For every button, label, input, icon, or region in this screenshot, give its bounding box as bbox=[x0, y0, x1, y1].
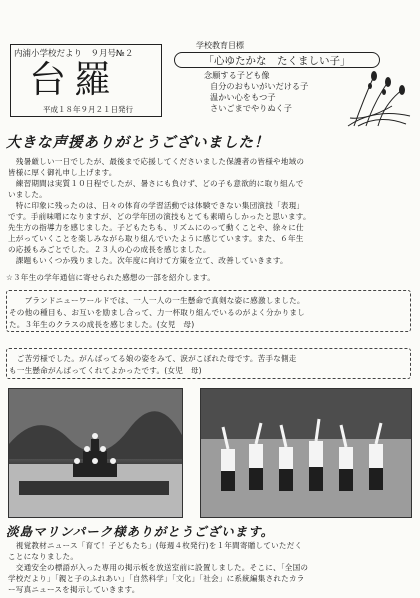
quote-line: た。３年生のクラスの成長を感じました。(女児 母) bbox=[9, 320, 195, 329]
body-line: 課題もいくつか残りました。次年度に向けて方策を立て、改善していきます。 bbox=[8, 256, 288, 265]
body-line: です。手前味噌になりますが、どの学年団の演技もとても素晴らしかったと思います。 bbox=[8, 212, 311, 221]
quote-line: ご苦労様でした。がんばってる娘の姿をみて、涙がこぼれた母です。苦手な側走 bbox=[9, 354, 297, 363]
photo-content bbox=[201, 389, 412, 518]
body-line: いました。 bbox=[8, 190, 47, 199]
quote-line: ブランドニューワールドでは、一人一人の一生懸命で真剣な姿に感激しました。 bbox=[9, 296, 305, 305]
body-line: 特に印象に残ったのは、日々の体育の学習活動では体験できない集団演技「表現」 bbox=[8, 201, 305, 210]
photo-dance-performance bbox=[200, 388, 412, 518]
motto-line: 自分のおもいがいだける子 bbox=[210, 81, 309, 91]
quote-line: も一生懸命がんばってくれてよかったです。(女児 母) bbox=[9, 366, 202, 375]
motto-main: 「心ゆたかな たくましい子」 bbox=[174, 52, 380, 68]
section-heading: 大きな声援ありがとうございました！ bbox=[6, 134, 270, 151]
section-heading: 淡島マリンパーク様ありがとうございます。 bbox=[6, 524, 275, 539]
motto-line: 温かい心をもつ子 bbox=[210, 92, 276, 102]
body-line: の応援もみごとでした。２３人の心の成長を感じました。 bbox=[8, 245, 211, 254]
parent-quote-box bbox=[6, 348, 411, 379]
photo-human-pyramid bbox=[8, 388, 183, 518]
body-line: 先生方の指導力を感じました。子どもたちも、リズムにのって動くことや、徐々に仕 bbox=[8, 223, 304, 232]
motto-line: 念願する子ども像 bbox=[204, 70, 270, 80]
parent-quote-box bbox=[6, 290, 411, 332]
issue-date: 平成１８年９月２１日発行 bbox=[43, 105, 133, 114]
subheading: ☆３年生の学年通信に寄せられた感想の一部を紹介します。 bbox=[6, 273, 216, 282]
newsletter-issue: 内浦小学校だより ９月号№２ bbox=[14, 49, 134, 59]
body-line: 練習期間は実質１０日程でしたが、暑さにも負けず、どの子も意欲的に取り組んで bbox=[8, 179, 304, 188]
body-line: 視覚教材ニュース「育て！子どもたち」(毎週４枚発行)を１年間寄贈していただく bbox=[8, 541, 303, 550]
body-line: 皆様に厚く御礼申し上げます。 bbox=[8, 168, 117, 177]
photo-content bbox=[9, 389, 183, 518]
pampas-grass-illustration bbox=[344, 68, 414, 128]
quote-line: その他の種目も、お互いを励まし合って、力一杯取り組んでいるのがよく分かりまし bbox=[9, 308, 306, 317]
body-line: 交通安全の標語が入った専用の掲示板を放送室前に設置しました。そこに、「全国の bbox=[8, 563, 309, 572]
body-line: 学校だより」「親と子のふれあい」「自然科学」「文化」「社会」に系統編集されたカラ bbox=[8, 574, 305, 583]
newsletter-title: 台羅 bbox=[29, 58, 119, 101]
motto-label: 学校教育目標 bbox=[196, 41, 244, 50]
body-line: 残暑厳しい一日でしたが、最後まで応援してくださいました保護者の皆様や地域の bbox=[8, 157, 305, 166]
body-line: ことになりました。 bbox=[8, 552, 79, 561]
body-line: ー写真ニュースを掲示していきます。 bbox=[8, 585, 140, 594]
masthead bbox=[10, 44, 162, 117]
body-line: 上がっていくことを楽しみながら取り組んでいたように感じています。また、６年生 bbox=[8, 234, 304, 243]
motto-line: さいごまでやりぬく子 bbox=[210, 103, 292, 113]
